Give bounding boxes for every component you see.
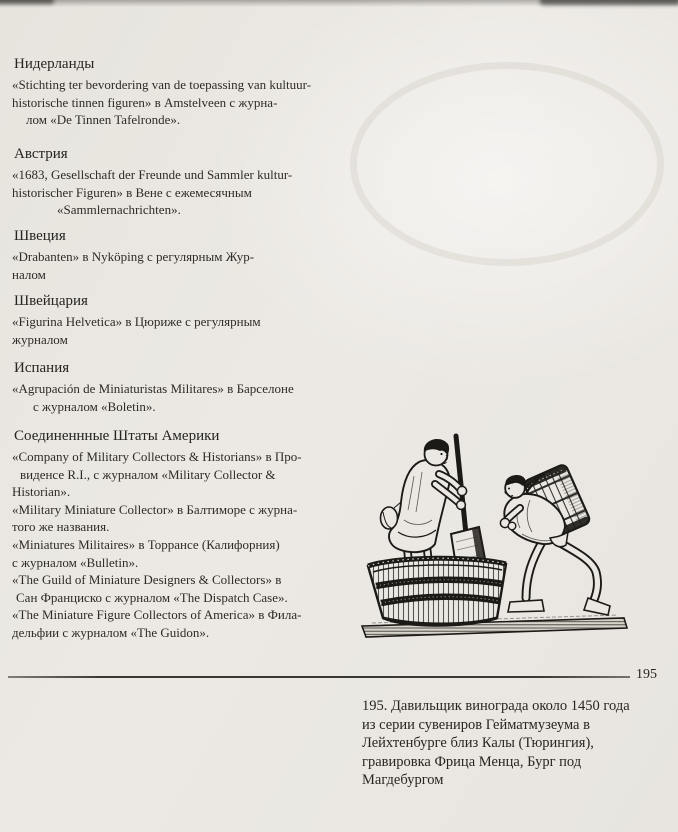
section-sweden [12,227,357,283]
entry-line: налом [12,266,46,282]
section-usa [12,427,357,642]
entry-line: «Miniatures Militaires» в Торрансе (Калифорния) [12,536,280,552]
entry-line: лом «De Tinnen Tafelronde». [26,112,181,128]
entry-line: historische tinnen figuren» в Amstelveen с журна- [12,94,278,110]
entry-line: виденсе R.I., с журналом «Military Collector & [20,466,276,482]
country-heading: Швеция [14,228,66,244]
entry-line: «Drabanten» в Nyköping с регулярным Жур- [12,249,255,264]
caption-line: из серии сувениров Гейматмузеума в [362,716,590,733]
entry-line: «Stichting ter bevordering van de toepassing van kultuur- [12,77,312,92]
entry-line: «The Guild of Miniature Designers & Collectors» в [12,572,282,588]
wine-tub [368,558,506,625]
country-heading: Швейцария [14,293,88,309]
section-netherlands [12,55,357,129]
scan-edge-artifact [540,0,678,5]
country-heading: Соединеннные Штаты Америки [14,428,220,444]
entry-line: с журналом «Bulletin». [12,554,139,570]
paper-stain [350,62,664,266]
grape-presser-engraving [356,428,630,648]
entry-line: «Military Miniature Collector» в Балтиморе с журна- [12,501,298,517]
caption-line: гравировка Фрица Менца, Бург под [362,753,582,770]
entry-line: «Agrupación de Miniaturistas Militares» в Барселоне [12,381,294,396]
section-spain [12,359,357,415]
caption-line: 195. Давильщик винограда около 1450 года [362,698,630,714]
entry-line: дельфии с журналом «The Guidon». [12,624,210,640]
entry-line: Historian». [12,484,71,500]
footer-rule [8,676,630,678]
entry-line: «Company of Military Collectors & Historians» в Про- [12,449,302,464]
caption-line: Магдебургом [362,772,444,789]
entry-line: «Sammlernachrichten». [57,202,181,218]
entry-line: того же названия. [12,519,110,535]
basket-carrier-figure [500,463,610,615]
entry-line: «Figurina Helvetica» в Цюриже с регулярным [12,314,261,329]
section-switzerland [12,292,357,348]
scan-edge-artifact [0,0,54,4]
entry-line: historischer Figuren» в Вене с ежемесячным [12,184,252,200]
entry-line: Сан Франциско с журналом «The Dispatch Case». [16,589,288,605]
country-heading: Нидерланды [14,56,95,72]
country-heading: Австрия [14,146,68,162]
caption-line: Лейхтенбурге близ Калы (Тюрингия), [362,735,594,752]
entry-line: журналом [12,331,68,347]
entry-line: «The Miniature Figure Collectors of America» в Фила- [12,607,302,623]
page-number: 195 [636,667,657,682]
entry-line: «1683, Gesellschaft der Freunde und Sammler kultur- [12,167,293,182]
entry-line: с журналом «Boletin». [33,398,156,414]
section-austria [12,145,357,219]
figure-caption [362,697,672,790]
country-heading: Испания [14,360,70,376]
